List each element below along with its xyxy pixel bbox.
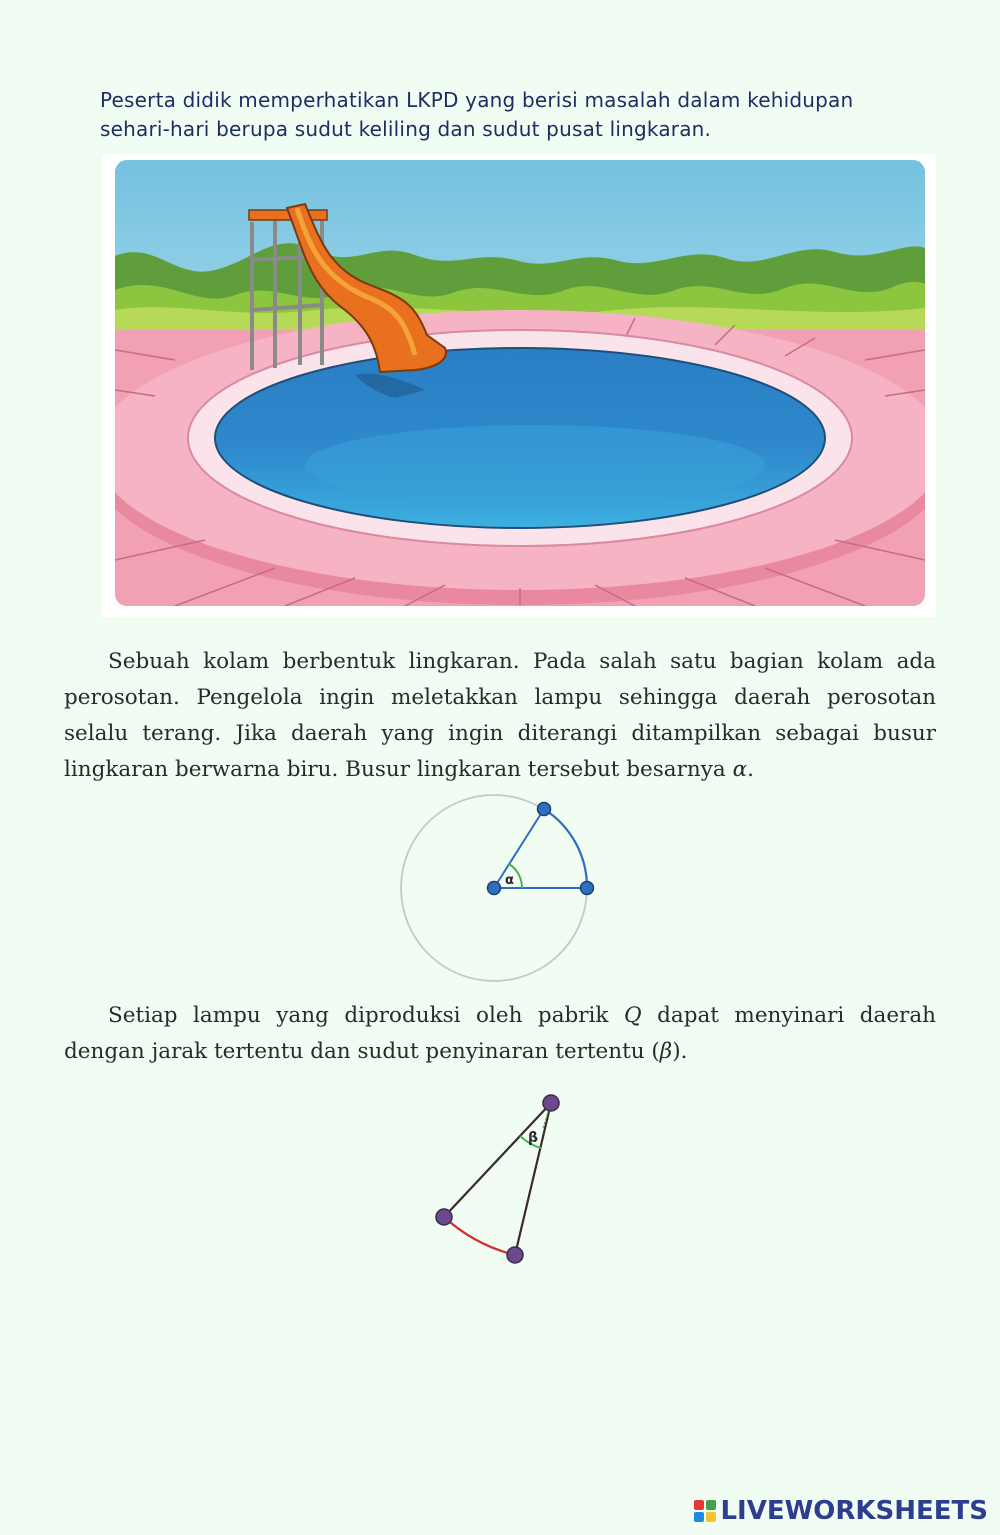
center-point	[488, 882, 501, 895]
paragraph-pool-end: .	[747, 757, 754, 782]
beta-symbol: β	[659, 1039, 673, 1064]
paragraph-lamp-text-1: Setiap lampu yang diproduksi oleh pabrik	[108, 1003, 624, 1028]
arc-point-top	[538, 803, 551, 816]
paragraph-lamp-text-3: ).	[672, 1039, 688, 1064]
paragraph-lamp	[64, 998, 936, 1070]
blue-arc	[544, 809, 587, 888]
pool-illustration-frame	[102, 155, 936, 617]
beta-label: β	[528, 1130, 539, 1146]
paragraph-pool	[64, 644, 936, 788]
liveworksheets-logo[interactable]	[694, 1495, 988, 1527]
q-symbol: Q	[623, 1003, 642, 1028]
intro-text	[100, 86, 930, 144]
pool-illustration	[115, 160, 925, 612]
central-angle-diagram	[395, 790, 595, 990]
arc-point-left	[436, 1209, 452, 1225]
red-arc	[444, 1217, 515, 1255]
intro-line-1: Peserta didik memperhatikan LKPD yang berisi masalah dalam kehidupan	[100, 88, 854, 112]
alpha-symbol: α	[732, 757, 748, 782]
paragraph-lamp-text-2: dapat menyinari daerah dengan jarak tertentu dan sudut penyinaran tertentu (	[64, 1003, 936, 1064]
intro-line-2: sehari-hari berupa sudut keliling dan sudut pusat lingkaran.	[100, 117, 712, 141]
logo-icon	[694, 1500, 716, 1522]
lamp-point	[543, 1095, 559, 1111]
arc-point-right	[581, 882, 594, 895]
alpha-label: α	[505, 873, 514, 888]
logo-text: LIVEWORKSHEETS	[720, 1496, 988, 1526]
arc-point-bottom	[507, 1247, 523, 1263]
lamp-angle-diagram	[425, 1090, 575, 1275]
paragraph-pool-text: Sebuah kolam berbentuk lingkaran. Pada salah satu bagian kolam ada perosotan. Pengelola ingin meletakkan lampu sehingga daerah perosotan selalu terang. Jika daerah yang ingin diterangi ditampilkan sebagai busur lingkaran berwarna biru. Busur lingkaran tersebut besarnya	[64, 649, 936, 782]
